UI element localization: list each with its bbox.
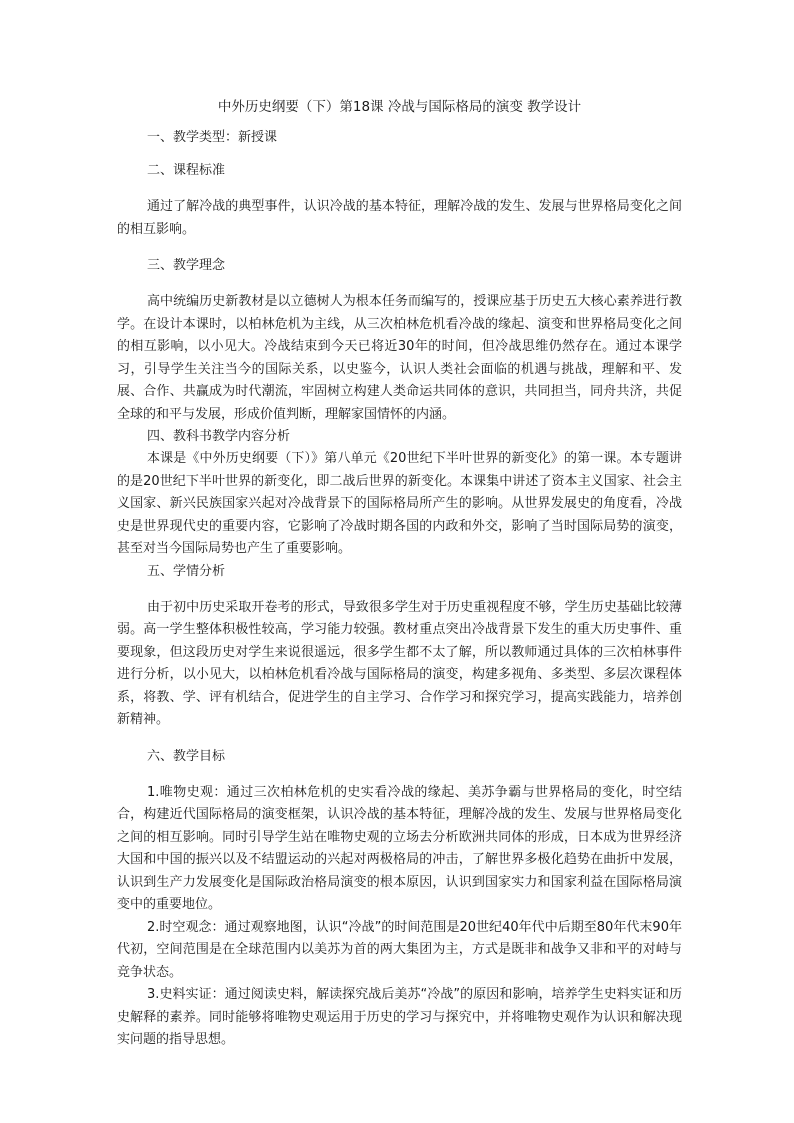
- textbook-analysis-text: 本课是《中外历史纲要（下）》第八单元《20世纪下半叶世界的新变化》的第一课。本专题讲的是20世纪下半叶世界的新变化，即二战后世界的新变化。本课集中讲述了资本主义国家、社会主义国家、新兴民族国家兴起对冷战背景下的国际格局所产生的影响。从世界发展史的角度看，冷战史是世界现代史的重要内容，它影响了冷战时期各国的内政和外交，影响了当时国际局势的演变，甚至对当今国际局势也产生了重要影响。: [117, 451, 682, 556]
- goal-historical-evidence: 3.史料实证：通过阅读史料，解读探究战后美苏“冷战”的原因和影响，培养学生史料实证和历史解释的素养。同时能够将唯物史观运用于历史的学习与探究中，并将唯物史观作为认识和解决现实问题的指导思想。: [117, 987, 682, 1047]
- document-body: [117, 96, 682, 1052]
- curriculum-standard-text: 通过了解冷战的典型事件，认识冷战的基本特征，理解冷战的发生、发展与世界格局变化之间的相互影响。: [117, 199, 682, 237]
- section-heading-textbook-analysis: 四、教科书教学内容分析: [147, 429, 291, 444]
- goal-space-time-concept: 2.时空观念：通过观察地图，认识“冷战”的时间范围是20世纪40年代中后期至80年代末90年代初，空间范围是在全球范围内以美苏为首的两大集团为主，方式是既非和战争又非和平的对峙与竞争状态。: [117, 919, 682, 980]
- section-heading-teaching-goals: 六、教学目标: [147, 748, 226, 764]
- learner-analysis-text: 由于初中历史采取开卷考的形式，导致很多学生对于历史重视程度不够，学生历史基础比较薄弱。高一学生整体积极性较高，学习能力较强。教材重点突出冷战背景下发生的重大历史事件、重要现象，但这段历史对学生来说很遥远，很多学生都不太了解，所以教师通过具体的三次柏林事件进行分析，以小见大，以柏林危机看冷战与国际格局的演变，构建多视角、多类型、多层次课程体系，将教、学、评有机结合，促进学生的自主学习、合作学习和探究学习，提高实践能力，培养创新精神。: [117, 599, 682, 727]
- section-heading-curriculum-standard: 二、课程标准: [147, 163, 226, 178]
- section-heading-teaching-philosophy: 三、教学理念: [147, 258, 226, 273]
- section-heading-learner-analysis: 五、学情分析: [147, 563, 226, 579]
- goal-historical-materialism: 1.唯物史观：通过三次柏林危机的史实看冷战的缘起、美苏争霸与世界格局的变化，时空结合，构建近代国际格局的演变框架，认识冷战的基本特征，理解冷战的发生、发展与世界格局变化之间的相互影响。同时引导学生站在唯物史观的立场去分析欧洲共同体的形成，日本成为世界经济大国和中国的振兴以及不结盟运动的兴起对两极格局的冲击，了解世界多极化趋势在曲折中发展，认识到生产力发展变化是国际政治格局演变的根本原因，认识到国家实力和国家利益在国际格局演变中的重要地位。: [117, 784, 682, 912]
- teaching-philosophy-text: 高中统编历史新教材是以立德树人为根本任务而编写的，授课应基于历史五大核心素养进行教学。在设计本课时，以柏林危机为主线，从三次柏林危机看冷战的缘起、演变和世界格局变化之间的相互影响，以小见大。冷战结束到今天已将近30年的时间，但冷战思维仍然存在。通过本课学习，引导学生关注当今的国际关系，以史鉴今，认识人类社会面临的机遇与挑战，理解和平、发展、合作、共赢成为时代潮流，牢固树立构建人类命运共同体的意识，共同担当，同舟共济，共促全球的和平与发展，形成价值判断，理解家国情怀的内涵。: [117, 294, 682, 422]
- section-heading-teaching-type: 一、教学类型：新授课: [147, 130, 278, 145]
- document-title: 中外历史纲要（下）第18课 冷战与国际格局的演变 教学设计: [217, 99, 582, 115]
